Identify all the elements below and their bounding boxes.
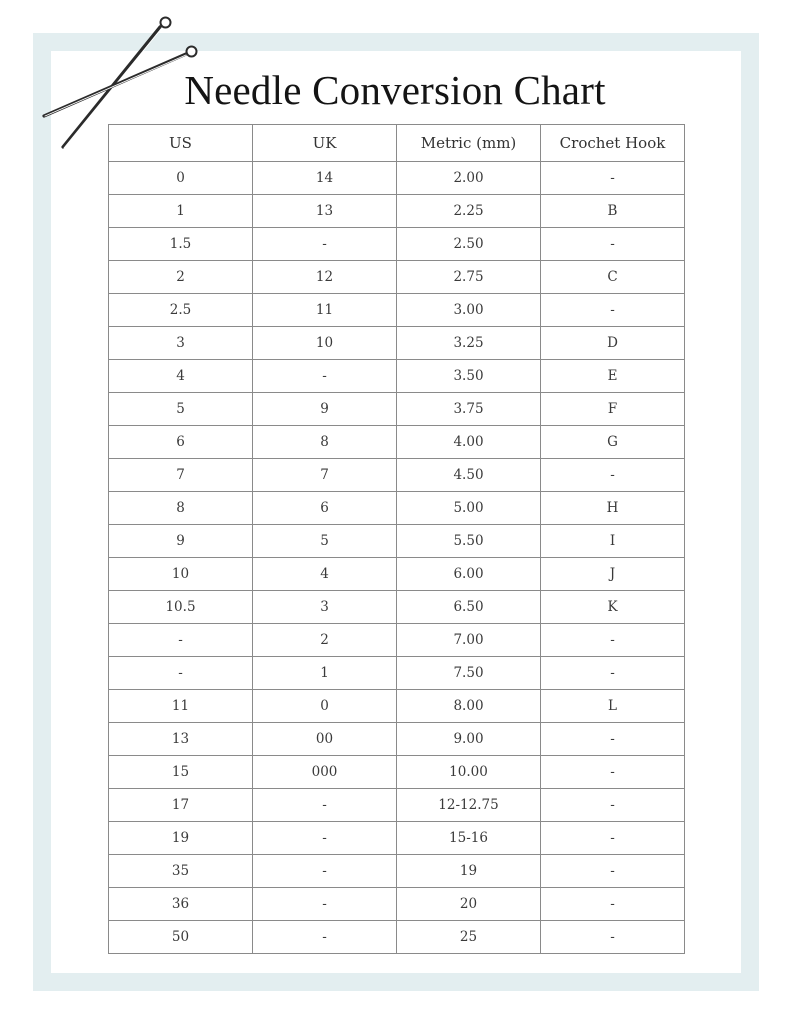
table-row — [109, 525, 685, 558]
cell-crochet-hook: - — [541, 888, 685, 921]
cell-uk: 0 — [253, 690, 397, 723]
cell-us: 36 — [109, 888, 253, 921]
table-body — [109, 162, 685, 954]
cell-us: 2 — [109, 261, 253, 294]
cell-uk: 3 — [253, 591, 397, 624]
cell-us: 4 — [109, 360, 253, 393]
table-row — [109, 657, 685, 690]
column-header-us: US — [109, 125, 253, 162]
cell-us: 2.5 — [109, 294, 253, 327]
cell-uk: 11 — [253, 294, 397, 327]
cell-uk: 00 — [253, 723, 397, 756]
cell-uk: 14 — [253, 162, 397, 195]
table-row — [109, 327, 685, 360]
cell-metric: 6.50 — [397, 591, 541, 624]
cell-crochet-hook: - — [541, 294, 685, 327]
cell-uk: - — [253, 855, 397, 888]
cell-metric: 5.00 — [397, 492, 541, 525]
cell-us: 3 — [109, 327, 253, 360]
cell-metric: 4.00 — [397, 426, 541, 459]
cell-uk: 5 — [253, 525, 397, 558]
cell-us: 50 — [109, 921, 253, 954]
cell-crochet-hook: D — [541, 327, 685, 360]
cell-uk: 9 — [253, 393, 397, 426]
table-row — [109, 822, 685, 855]
cell-crochet-hook: - — [541, 921, 685, 954]
cell-crochet-hook: - — [541, 657, 685, 690]
table-row — [109, 624, 685, 657]
table-row — [109, 591, 685, 624]
cell-uk: - — [253, 822, 397, 855]
cell-crochet-hook: L — [541, 690, 685, 723]
table-row — [109, 426, 685, 459]
cell-us: 0 — [109, 162, 253, 195]
cell-crochet-hook: F — [541, 393, 685, 426]
cell-us: 7 — [109, 459, 253, 492]
table-row — [109, 558, 685, 591]
cell-uk: 12 — [253, 261, 397, 294]
cell-uk: 4 — [253, 558, 397, 591]
cell-metric: 7.50 — [397, 657, 541, 690]
table-header-row — [109, 125, 685, 162]
cell-metric: 12-12.75 — [397, 789, 541, 822]
table-row — [109, 492, 685, 525]
cell-crochet-hook: - — [541, 624, 685, 657]
cell-us: 1.5 — [109, 228, 253, 261]
cell-us: 19 — [109, 822, 253, 855]
cell-uk: 13 — [253, 195, 397, 228]
cell-us: 15 — [109, 756, 253, 789]
cell-uk: 8 — [253, 426, 397, 459]
cell-uk: - — [253, 789, 397, 822]
cell-metric: 3.50 — [397, 360, 541, 393]
table-row — [109, 360, 685, 393]
cell-uk: - — [253, 228, 397, 261]
table-row — [109, 690, 685, 723]
cell-us: 1 — [109, 195, 253, 228]
cell-crochet-hook: - — [541, 162, 685, 195]
cell-metric: 9.00 — [397, 723, 541, 756]
cell-uk: - — [253, 921, 397, 954]
cell-uk: 6 — [253, 492, 397, 525]
table-row — [109, 855, 685, 888]
table-row — [109, 294, 685, 327]
cell-crochet-hook: - — [541, 855, 685, 888]
cell-uk: 000 — [253, 756, 397, 789]
cell-crochet-hook: - — [541, 756, 685, 789]
cell-metric: 15-16 — [397, 822, 541, 855]
table-row — [109, 888, 685, 921]
table-row — [109, 162, 685, 195]
cell-uk: 1 — [253, 657, 397, 690]
cell-uk: 2 — [253, 624, 397, 657]
cell-us: 35 — [109, 855, 253, 888]
cell-metric: 2.75 — [397, 261, 541, 294]
cell-us: 10 — [109, 558, 253, 591]
cell-crochet-hook: J — [541, 558, 685, 591]
cell-metric: 20 — [397, 888, 541, 921]
column-header-uk: UK — [253, 125, 397, 162]
cell-metric: 19 — [397, 855, 541, 888]
cell-us: 11 — [109, 690, 253, 723]
cell-metric: 4.50 — [397, 459, 541, 492]
table-row — [109, 195, 685, 228]
cell-metric: 3.00 — [397, 294, 541, 327]
cell-us: 17 — [109, 789, 253, 822]
cell-crochet-hook: - — [541, 228, 685, 261]
cell-metric: 5.50 — [397, 525, 541, 558]
cell-us: - — [109, 624, 253, 657]
cell-us: 10.5 — [109, 591, 253, 624]
cell-crochet-hook: G — [541, 426, 685, 459]
cell-crochet-hook: B — [541, 195, 685, 228]
cell-metric: 8.00 — [397, 690, 541, 723]
cell-us: 9 — [109, 525, 253, 558]
cell-uk: 10 — [253, 327, 397, 360]
cell-crochet-hook: - — [541, 822, 685, 855]
page-title: Needle Conversion Chart — [184, 67, 606, 113]
cell-metric: 2.50 — [397, 228, 541, 261]
table-row — [109, 459, 685, 492]
table-row — [109, 756, 685, 789]
table-row — [109, 789, 685, 822]
cell-crochet-hook: - — [541, 723, 685, 756]
cell-crochet-hook: E — [541, 360, 685, 393]
cell-us: 13 — [109, 723, 253, 756]
cell-metric: 3.75 — [397, 393, 541, 426]
cell-metric: 3.25 — [397, 327, 541, 360]
column-header-metric: Metric (mm) — [397, 125, 541, 162]
table-row — [109, 393, 685, 426]
cell-crochet-hook: - — [541, 789, 685, 822]
table-row — [109, 261, 685, 294]
cell-us: 8 — [109, 492, 253, 525]
table-row — [109, 723, 685, 756]
column-header-crochet-hook: Crochet Hook — [541, 125, 685, 162]
cell-crochet-hook: I — [541, 525, 685, 558]
cell-uk: - — [253, 888, 397, 921]
cell-uk: 7 — [253, 459, 397, 492]
cell-us: 6 — [109, 426, 253, 459]
table-row — [109, 228, 685, 261]
needle-conversion-table — [108, 124, 685, 954]
cell-crochet-hook: K — [541, 591, 685, 624]
table-row — [109, 921, 685, 954]
cell-metric: 2.25 — [397, 195, 541, 228]
cell-metric: 7.00 — [397, 624, 541, 657]
cell-metric: 6.00 — [397, 558, 541, 591]
cell-us: - — [109, 657, 253, 690]
cell-us: 5 — [109, 393, 253, 426]
cell-crochet-hook: - — [541, 459, 685, 492]
cell-metric: 2.00 — [397, 162, 541, 195]
cell-uk: - — [253, 360, 397, 393]
cell-metric: 25 — [397, 921, 541, 954]
cell-metric: 10.00 — [397, 756, 541, 789]
cell-crochet-hook: H — [541, 492, 685, 525]
cell-crochet-hook: C — [541, 261, 685, 294]
